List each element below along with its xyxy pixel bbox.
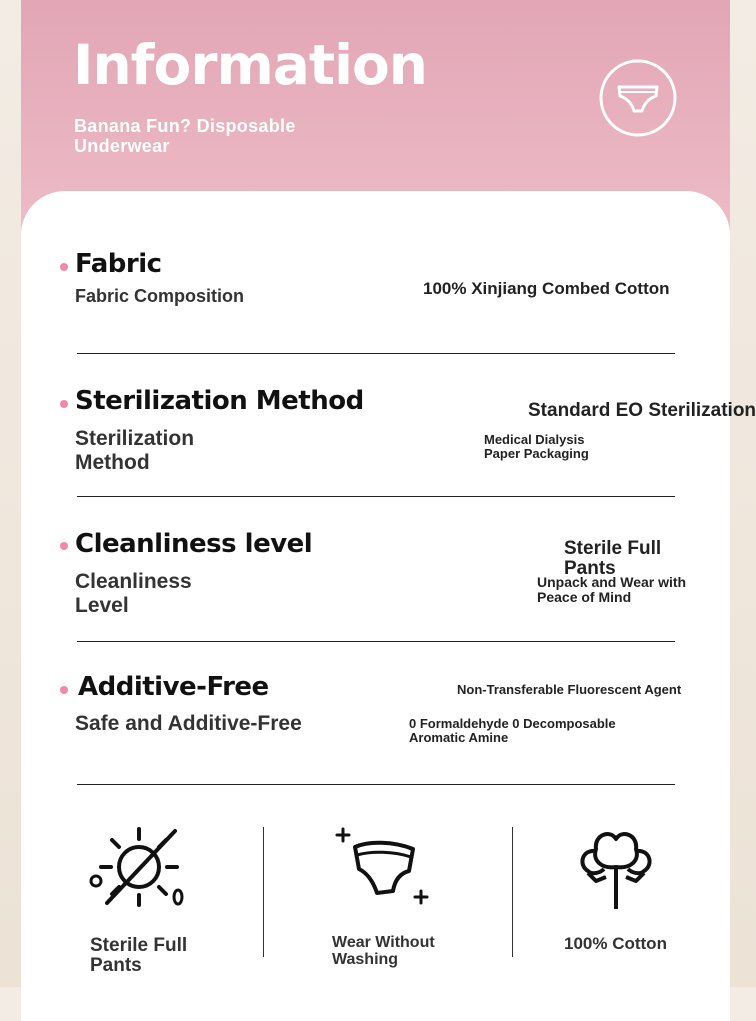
bullet-dot [60, 542, 68, 550]
row-value-detail: Medical Dialysis Paper Packaging [484, 432, 589, 461]
bullet-dot [60, 686, 68, 694]
row-title: Cleanliness level [75, 529, 313, 559]
briefs-icon [598, 58, 678, 138]
info-card [21, 0, 756, 1010]
underwear-sparkle-icon [333, 821, 453, 911]
cotton-flower-icon [566, 821, 666, 911]
row-value-detail: 0 Formaldehyde 0 Decomposable Aromatic Amine [409, 716, 616, 745]
bullet-dot [60, 263, 68, 271]
feature-cotton [538, 821, 738, 1001]
divider [77, 641, 675, 642]
content-panel [21, 191, 756, 1021]
info-row-sterilization [21, 386, 756, 529]
page-title: Information [73, 33, 427, 97]
feature-sterile [59, 821, 259, 1001]
feature-label: Sterile Full Pants [90, 935, 188, 976]
info-row-fabric [21, 246, 730, 386]
feature-label: Wear Without Washing [332, 934, 435, 968]
separator [263, 827, 264, 957]
row-title: Fabric [75, 249, 162, 279]
info-row-additive-free [21, 672, 730, 815]
row-value: 100% Xinjiang Combed Cotton [423, 279, 670, 298]
feature-no-wash [303, 821, 503, 1001]
row-subtitle: Cleanliness Level [75, 570, 192, 617]
divider [77, 496, 675, 497]
row-value-detail: Unpack and Wear with Peace of Mind [537, 574, 687, 605]
row-title: Additive-Free [78, 672, 269, 702]
row-value: Standard EO Sterilization [528, 400, 756, 421]
info-row-cleanliness [21, 531, 730, 671]
row-subtitle: Fabric Composition [75, 286, 245, 306]
row-value: Sterile Full Pants [564, 538, 662, 579]
row-title: Sterilization Method [75, 386, 364, 416]
divider [77, 784, 675, 785]
product-name: Banana Fun? Disposable Underwear [74, 116, 296, 156]
bullet-dot [60, 400, 68, 408]
divider [77, 353, 675, 354]
feature-label: 100% Cotton [564, 934, 667, 953]
separator [512, 827, 513, 957]
row-value: Non-Transferable Fluorescent Agent [457, 682, 682, 697]
row-subtitle: Sterilization Method [75, 427, 195, 474]
row-subtitle: Safe and Additive-Free [75, 712, 302, 735]
no-sun-sterile-icon [79, 821, 189, 911]
